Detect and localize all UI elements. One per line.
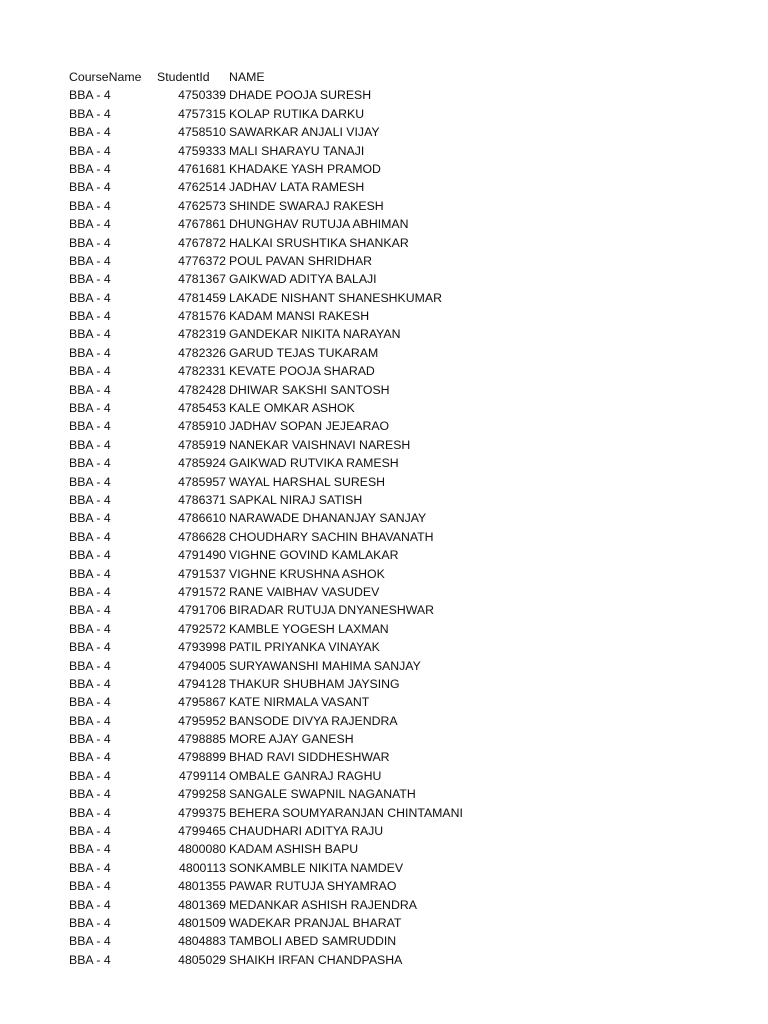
student-name-cell: KALE OMKAR ASHOK bbox=[229, 401, 355, 416]
course-name-cell: BBA - 4 bbox=[69, 584, 111, 599]
student-id-cell: 4762514 bbox=[178, 180, 226, 195]
header-name: NAME bbox=[229, 70, 265, 84]
table-row bbox=[69, 546, 749, 564]
course-name-cell: BBA - 4 bbox=[69, 640, 111, 655]
table-row bbox=[69, 730, 749, 748]
student-name-cell: CHAUDHARI ADITYA RAJU bbox=[229, 824, 384, 839]
table-row bbox=[69, 657, 749, 675]
course-name-cell: BBA - 4 bbox=[69, 860, 111, 875]
student-rows bbox=[69, 86, 749, 969]
table-row bbox=[69, 638, 749, 656]
student-id-cell: 4767861 bbox=[178, 217, 226, 232]
student-name-cell: WAYAL HARSHAL SURESH bbox=[229, 474, 386, 489]
student-name-cell: PATIL PRIYANKA VINAYAK bbox=[229, 640, 380, 655]
course-name-cell: BBA - 4 bbox=[69, 548, 111, 563]
student-id-cell: 4794005 bbox=[178, 658, 226, 673]
table-row bbox=[69, 325, 749, 343]
student-name-cell: NANEKAR VAISHNAVI NARESH bbox=[229, 437, 411, 452]
student-name-cell: OMBALE GANRAJ RAGHU bbox=[229, 768, 382, 783]
student-name-cell: JADHAV SOPAN JEJEARAO bbox=[229, 419, 390, 434]
course-name-cell: BBA - 4 bbox=[69, 290, 111, 305]
table-row bbox=[69, 785, 749, 803]
student-name-cell: HALKAI SRUSHTIKA SHANKAR bbox=[229, 235, 409, 250]
course-name-cell: BBA - 4 bbox=[69, 603, 111, 618]
course-name-cell: BBA - 4 bbox=[69, 824, 111, 839]
table-row bbox=[69, 491, 749, 509]
student-name-cell: SHAIKH IRFAN CHANDPASHA bbox=[229, 952, 403, 967]
table-row bbox=[69, 693, 749, 711]
student-id-cell: 4786610 bbox=[178, 511, 226, 526]
student-name-cell: MALI SHARAYU TANAJI bbox=[229, 143, 365, 158]
student-name-cell: VIGHNE GOVIND KAMLAKAR bbox=[229, 548, 399, 563]
student-name-cell: DHUNGHAV RUTUJA ABHIMAN bbox=[229, 217, 409, 232]
course-name-cell: BBA - 4 bbox=[69, 437, 111, 452]
table-row bbox=[69, 565, 749, 583]
table-row bbox=[69, 215, 749, 233]
student-id-cell: 4767872 bbox=[178, 235, 226, 250]
table-row bbox=[69, 932, 749, 950]
table-row bbox=[69, 344, 749, 362]
course-name-cell: BBA - 4 bbox=[69, 897, 111, 912]
table-row bbox=[69, 417, 749, 435]
course-name-cell: BBA - 4 bbox=[69, 106, 111, 121]
student-name-cell: GAIKWAD RUTVIKA RAMESH bbox=[229, 456, 399, 471]
student-id-cell: 4793998 bbox=[178, 640, 226, 655]
student-id-cell: 4776372 bbox=[178, 253, 226, 268]
course-name-cell: BBA - 4 bbox=[69, 401, 111, 416]
student-name-cell: RANE VAIBHAV VASUDEV bbox=[229, 584, 380, 599]
course-name-cell: BBA - 4 bbox=[69, 566, 111, 581]
table-row bbox=[69, 197, 749, 215]
course-name-cell: BBA - 4 bbox=[69, 253, 111, 268]
course-name-cell: BBA - 4 bbox=[69, 934, 111, 949]
course-name-cell: BBA - 4 bbox=[69, 952, 111, 967]
student-name-cell: BHAD RAVI SIDDHESHWAR bbox=[229, 750, 390, 765]
student-id-cell: 4781459 bbox=[178, 290, 226, 305]
student-id-cell: 4785910 bbox=[178, 419, 226, 434]
header-student-id: StudentId bbox=[157, 70, 210, 84]
table-row bbox=[69, 142, 749, 160]
course-name-cell: BBA - 4 bbox=[69, 161, 111, 176]
student-id-cell: 4786371 bbox=[178, 492, 226, 507]
student-name-cell: GAIKWAD ADITYA BALAJI bbox=[229, 272, 377, 287]
student-id-cell: 4798899 bbox=[178, 750, 226, 765]
table-row bbox=[69, 252, 749, 270]
student-id-cell: 4798885 bbox=[178, 732, 226, 747]
student-id-cell: 4785957 bbox=[178, 474, 226, 489]
student-name-cell: SHINDE SWARAJ RAKESH bbox=[229, 198, 384, 213]
student-id-cell: 4801355 bbox=[178, 879, 226, 894]
table-row bbox=[69, 859, 749, 877]
student-id-cell: 4782428 bbox=[178, 382, 226, 397]
table-row bbox=[69, 877, 749, 895]
student-id-cell: 4791572 bbox=[178, 584, 226, 599]
course-name-cell: BBA - 4 bbox=[69, 915, 111, 930]
course-name-cell: BBA - 4 bbox=[69, 842, 111, 857]
course-name-cell: BBA - 4 bbox=[69, 787, 111, 802]
student-id-cell: 4758510 bbox=[178, 125, 226, 140]
course-name-cell: BBA - 4 bbox=[69, 309, 111, 324]
course-name-cell: BBA - 4 bbox=[69, 456, 111, 471]
student-id-cell: 4795952 bbox=[178, 713, 226, 728]
student-id-cell: 4794128 bbox=[178, 676, 226, 691]
header-course-name: CourseName bbox=[69, 70, 142, 84]
student-id-cell: 4799465 bbox=[178, 824, 226, 839]
student-id-cell: 4799114 bbox=[179, 768, 226, 783]
table-row bbox=[69, 951, 749, 969]
course-name-cell: BBA - 4 bbox=[69, 217, 111, 232]
student-id-cell: 4805029 bbox=[178, 952, 226, 967]
student-id-cell: 4782331 bbox=[178, 364, 226, 379]
student-id-cell: 4750339 bbox=[178, 88, 226, 103]
course-name-cell: BBA - 4 bbox=[69, 732, 111, 747]
student-name-cell: LAKADE NISHANT SHANESHKUMAR bbox=[229, 290, 442, 305]
course-name-cell: BBA - 4 bbox=[69, 474, 111, 489]
student-name-cell: NARAWADE DHANANJAY SANJAY bbox=[229, 511, 427, 526]
student-id-cell: 4801509 bbox=[178, 915, 226, 930]
student-id-cell: 4800113 bbox=[179, 860, 226, 875]
header-row bbox=[69, 68, 749, 86]
course-name-cell: BBA - 4 bbox=[69, 143, 111, 158]
table-row bbox=[69, 234, 749, 252]
student-id-cell: 4792572 bbox=[178, 621, 226, 636]
student-name-cell: CHOUDHARY SACHIN BHAVANATH bbox=[229, 529, 434, 544]
student-name-cell: JADHAV LATA RAMESH bbox=[229, 180, 365, 195]
student-id-cell: 4781367 bbox=[178, 272, 226, 287]
student-name-cell: MORE AJAY GANESH bbox=[229, 732, 354, 747]
student-id-cell: 4799375 bbox=[178, 805, 226, 820]
course-name-cell: BBA - 4 bbox=[69, 235, 111, 250]
student-id-cell: 4791490 bbox=[178, 548, 226, 563]
student-id-cell: 4762573 bbox=[178, 198, 226, 213]
student-id-cell: 4791537 bbox=[178, 566, 226, 581]
student-name-cell: GARUD TEJAS TUKARAM bbox=[229, 345, 379, 360]
student-id-cell: 4781576 bbox=[178, 309, 226, 324]
table-row bbox=[69, 896, 749, 914]
course-name-cell: BBA - 4 bbox=[69, 88, 111, 103]
table-row bbox=[69, 601, 749, 619]
student-name-cell: WADEKAR PRANJAL BHARAT bbox=[229, 915, 402, 930]
course-name-cell: BBA - 4 bbox=[69, 713, 111, 728]
student-id-cell: 4782319 bbox=[178, 327, 226, 342]
student-name-cell: BIRADAR RUTUJA DNYANESHWAR bbox=[229, 603, 434, 618]
student-name-cell: KHADAKE YASH PRAMOD bbox=[229, 161, 381, 176]
course-name-cell: BBA - 4 bbox=[69, 272, 111, 287]
course-name-cell: BBA - 4 bbox=[69, 621, 111, 636]
course-name-cell: BBA - 4 bbox=[69, 750, 111, 765]
student-name-cell: SURYAWANSHI MAHIMA SANJAY bbox=[229, 658, 421, 673]
student-name-cell: KEVATE POOJA SHARAD bbox=[229, 364, 375, 379]
course-name-cell: BBA - 4 bbox=[69, 676, 111, 691]
table-row bbox=[69, 436, 749, 454]
table-row bbox=[69, 712, 749, 730]
course-name-cell: BBA - 4 bbox=[69, 529, 111, 544]
course-name-cell: BBA - 4 bbox=[69, 327, 111, 342]
table-row bbox=[69, 178, 749, 196]
student-list-sheet bbox=[69, 68, 749, 969]
course-name-cell: BBA - 4 bbox=[69, 345, 111, 360]
table-row bbox=[69, 509, 749, 527]
table-row bbox=[69, 804, 749, 822]
student-id-cell: 4782326 bbox=[178, 345, 226, 360]
student-name-cell: PAWAR RUTUJA SHYAMRAO bbox=[229, 879, 397, 894]
student-id-cell: 4757315 bbox=[178, 106, 226, 121]
student-id-cell: 4791706 bbox=[178, 603, 226, 618]
table-row bbox=[69, 914, 749, 932]
course-name-cell: BBA - 4 bbox=[69, 768, 111, 783]
student-id-cell: 4761681 bbox=[178, 161, 226, 176]
table-row bbox=[69, 307, 749, 325]
student-id-cell: 4800080 bbox=[178, 842, 226, 857]
table-row bbox=[69, 123, 749, 141]
student-id-cell: 4785919 bbox=[178, 437, 226, 452]
course-name-cell: BBA - 4 bbox=[69, 180, 111, 195]
student-name-cell: KADAM MANSI RAKESH bbox=[229, 309, 370, 324]
course-name-cell: BBA - 4 bbox=[69, 382, 111, 397]
table-row bbox=[69, 399, 749, 417]
student-name-cell: KAMBLE YOGESH LAXMAN bbox=[229, 621, 389, 636]
student-name-cell: KOLAP RUTIKA DARKU bbox=[229, 106, 365, 121]
table-row bbox=[69, 840, 749, 858]
course-name-cell: BBA - 4 bbox=[69, 695, 111, 710]
table-row bbox=[69, 583, 749, 601]
course-name-cell: BBA - 4 bbox=[69, 198, 111, 213]
table-row bbox=[69, 270, 749, 288]
table-row bbox=[69, 454, 749, 472]
student-name-cell: MEDANKAR ASHISH RAJENDRA bbox=[229, 897, 417, 912]
student-name-cell: BEHERA SOUMYARANJAN CHINTAMANI bbox=[229, 805, 463, 820]
table-row bbox=[69, 767, 749, 785]
table-row bbox=[69, 748, 749, 766]
table-row bbox=[69, 528, 749, 546]
table-row bbox=[69, 473, 749, 491]
table-row bbox=[69, 289, 749, 307]
student-name-cell: SANGALE SWAPNIL NAGANATH bbox=[229, 787, 416, 802]
student-name-cell: DHIWAR SAKSHI SANTOSH bbox=[229, 382, 390, 397]
student-id-cell: 4804883 bbox=[178, 934, 226, 949]
student-id-cell: 4801369 bbox=[178, 897, 226, 912]
student-name-cell: BANSODE DIVYA RAJENDRA bbox=[229, 713, 398, 728]
course-name-cell: BBA - 4 bbox=[69, 492, 111, 507]
course-name-cell: BBA - 4 bbox=[69, 511, 111, 526]
course-name-cell: BBA - 4 bbox=[69, 805, 111, 820]
table-row bbox=[69, 362, 749, 380]
table-row bbox=[69, 675, 749, 693]
student-name-cell: THAKUR SHUBHAM JAYSING bbox=[229, 676, 400, 691]
student-id-cell: 4759333 bbox=[178, 143, 226, 158]
table-row bbox=[69, 160, 749, 178]
table-row bbox=[69, 86, 749, 104]
student-id-cell: 4799258 bbox=[178, 787, 226, 802]
student-name-cell: GANDEKAR NIKITA NARAYAN bbox=[229, 327, 401, 342]
student-name-cell: KADAM ASHISH BAPU bbox=[229, 842, 359, 857]
student-id-cell: 4785453 bbox=[178, 401, 226, 416]
course-name-cell: BBA - 4 bbox=[69, 364, 111, 379]
student-name-cell: SAPKAL NIRAJ SATISH bbox=[229, 492, 363, 507]
table-row bbox=[69, 822, 749, 840]
student-name-cell: POUL PAVAN SHRIDHAR bbox=[229, 253, 373, 268]
student-id-cell: 4785924 bbox=[178, 456, 226, 471]
course-name-cell: BBA - 4 bbox=[69, 125, 111, 140]
student-id-cell: 4795867 bbox=[178, 695, 226, 710]
table-row bbox=[69, 105, 749, 123]
course-name-cell: BBA - 4 bbox=[69, 658, 111, 673]
student-name-cell: SONKAMBLE NIKITA NAMDEV bbox=[229, 860, 404, 875]
course-name-cell: BBA - 4 bbox=[69, 419, 111, 434]
table-row bbox=[69, 620, 749, 638]
student-name-cell: TAMBOLI ABED SAMRUDDIN bbox=[229, 934, 397, 949]
student-name-cell: SAWARKAR ANJALI VIJAY bbox=[229, 125, 380, 140]
student-id-cell: 4786628 bbox=[178, 529, 226, 544]
student-name-cell: KATE NIRMALA VASANT bbox=[229, 695, 370, 710]
student-name-cell: VIGHNE KRUSHNA ASHOK bbox=[229, 566, 385, 581]
table-row bbox=[69, 381, 749, 399]
student-name-cell: DHADE POOJA SURESH bbox=[229, 88, 372, 103]
course-name-cell: BBA - 4 bbox=[69, 879, 111, 894]
